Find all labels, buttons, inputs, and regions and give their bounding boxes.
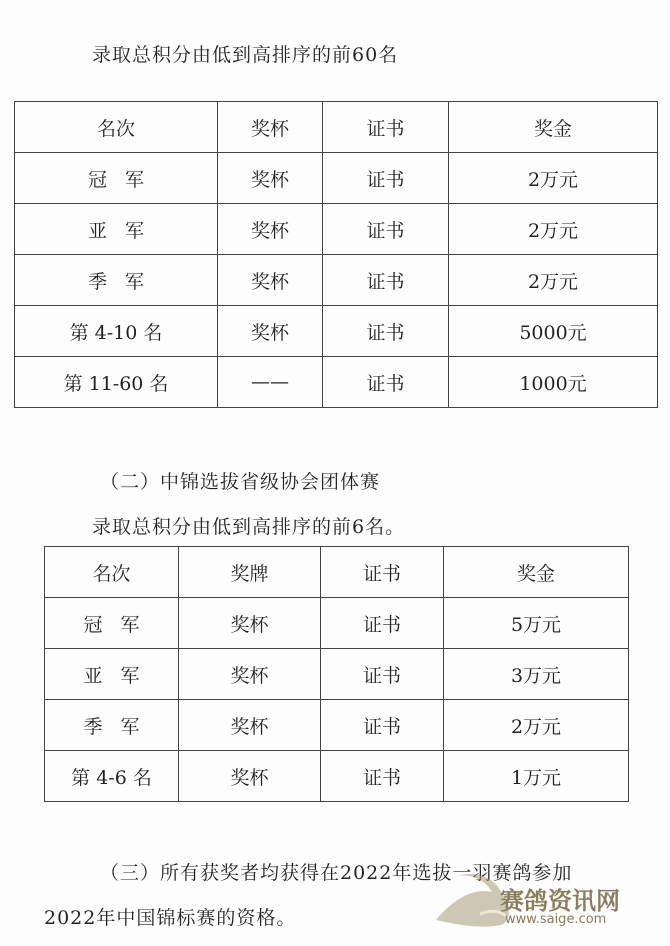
medal-cell: 奖杯 [179,598,321,649]
table-row [45,751,629,802]
header-cell: 奖牌 [179,547,321,598]
medal-cell: 奖杯 [179,649,321,700]
rank-cell: 冠 军 [45,598,179,649]
trophy-cell: 奖杯 [218,204,323,255]
table-row [15,357,658,408]
certificate-cell: 证书 [321,751,444,802]
awards-table-team [44,546,629,802]
certificate-cell: 证书 [323,357,449,408]
rank-cell: 季 军 [45,700,179,751]
trophy-cell: 奖杯 [218,153,323,204]
table-row [15,306,658,357]
table-header-row [15,102,658,153]
header-cell: 奖杯 [218,102,323,153]
prize-cell: 5000元 [449,306,658,357]
table-row [15,255,658,306]
prize-cell: 1000元 [449,357,658,408]
watermark-name: 赛鸽资讯网 [500,887,620,915]
rank-cell: 第 4-10 名 [15,306,218,357]
prize-cell: 5万元 [444,598,629,649]
rank-cell: 季 军 [15,255,218,306]
table-row [15,153,658,204]
trophy-cell: —— [218,357,323,408]
rank-cell: 亚 军 [15,204,218,255]
awards-table-individual [14,101,658,408]
prize-cell: 2万元 [449,153,658,204]
rank-cell: 第 11-60 名 [15,357,218,408]
trophy-cell: 奖杯 [218,255,323,306]
header-cell: 证书 [321,547,444,598]
rank-cell: 第 4-6 名 [45,751,179,802]
watermark-url: www.saige.com [505,912,607,927]
certificate-cell: 证书 [323,204,449,255]
rank-cell: 亚 军 [45,649,179,700]
table-row [45,649,629,700]
header-cell: 奖金 [449,102,658,153]
certificate-cell: 证书 [321,598,444,649]
medal-cell: 奖杯 [179,751,321,802]
header-cell: 奖金 [444,547,629,598]
certificate-cell: 证书 [323,306,449,357]
table-header-row [45,547,629,598]
section2-intro: 录取总积分由低到高排序的前6名。 [92,516,406,538]
header-cell: 名次 [15,102,218,153]
header-cell: 名次 [45,547,179,598]
table-row [45,598,629,649]
section2-heading: （二）中锦选拔省级协会团体赛 [100,471,381,493]
certificate-cell: 证书 [323,255,449,306]
certificate-cell: 证书 [321,649,444,700]
header-cell: 证书 [323,102,449,153]
section1-intro: 录取总积分由低到高排序的前60名 [92,44,399,66]
section3-line2: 2022年中国锦标赛的资格。 [44,907,297,929]
prize-cell: 3万元 [444,649,629,700]
certificate-cell: 证书 [323,153,449,204]
prize-cell: 2万元 [444,700,629,751]
section3-line1: （三）所有获奖者均获得在2022年选拔一羽赛鸽参加 [100,862,573,884]
prize-cell: 2万元 [449,204,658,255]
medal-cell: 奖杯 [179,700,321,751]
table-row [15,204,658,255]
prize-cell: 2万元 [449,255,658,306]
prize-cell: 1万元 [444,751,629,802]
trophy-cell: 奖杯 [218,306,323,357]
table-row [45,700,629,751]
rank-cell: 冠 军 [15,153,218,204]
certificate-cell: 证书 [321,700,444,751]
